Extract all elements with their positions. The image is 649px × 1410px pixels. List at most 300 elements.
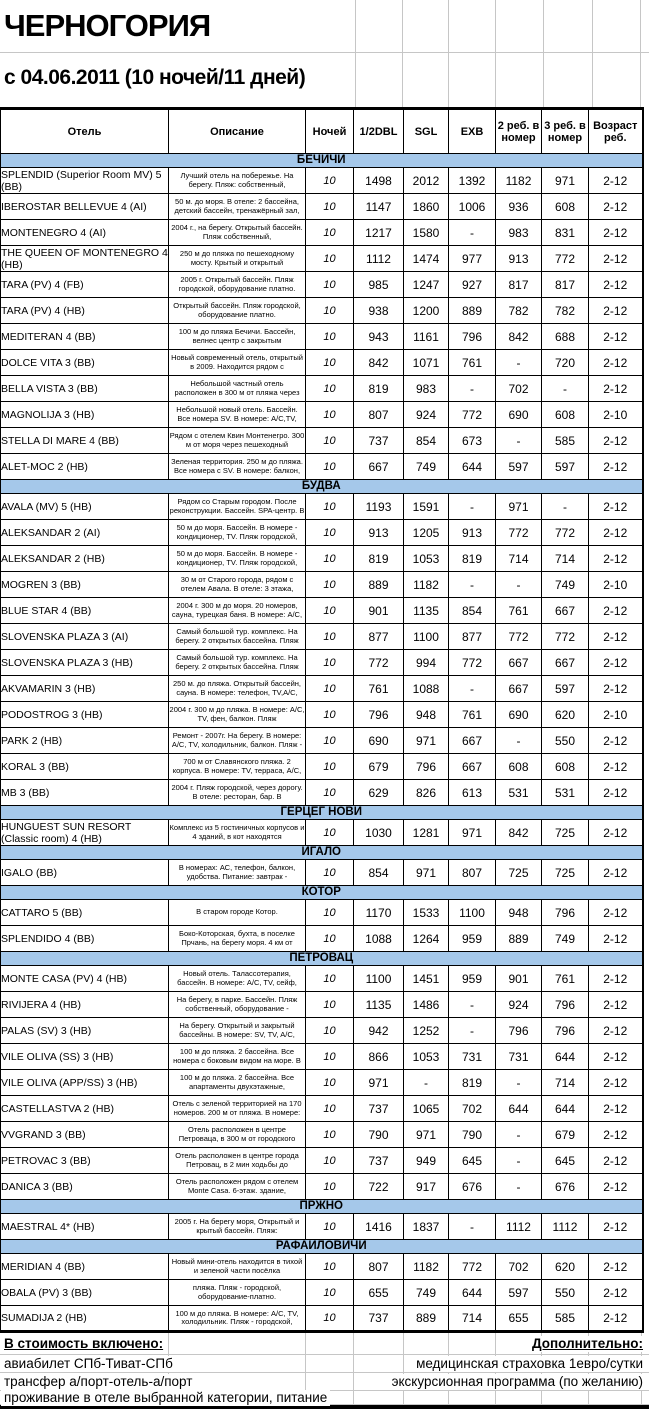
sgl-cell: 948 bbox=[404, 702, 449, 728]
child2-cell: 714 bbox=[496, 546, 542, 572]
hotel-cell: OBALA (PV) 3 (BB) bbox=[1, 1280, 169, 1306]
age-cell: 2-12 bbox=[589, 272, 643, 298]
gridline-vertical bbox=[543, 0, 544, 107]
exb-cell: 667 bbox=[449, 728, 496, 754]
hotel-row bbox=[1, 1214, 643, 1240]
hotel-row bbox=[1, 1254, 643, 1280]
dbl-cell: 690 bbox=[354, 728, 404, 754]
hotel-cell: AVALA (MV) 5 (HB) bbox=[1, 494, 169, 520]
age-cell: 2-12 bbox=[589, 992, 643, 1018]
gridline-vertical bbox=[305, 1355, 306, 1373]
child3-cell: 831 bbox=[542, 220, 589, 246]
price-table bbox=[0, 107, 644, 1333]
exb-cell: - bbox=[449, 992, 496, 1018]
hotel-row bbox=[1, 376, 643, 402]
child3-cell: - bbox=[542, 494, 589, 520]
exb-cell: - bbox=[449, 676, 496, 702]
child2-cell: 725 bbox=[496, 860, 542, 886]
exb-cell: 1006 bbox=[449, 194, 496, 220]
dbl-cell: 942 bbox=[354, 1018, 404, 1044]
age-cell: 2-12 bbox=[589, 324, 643, 350]
age-cell: 2-12 bbox=[589, 546, 643, 572]
nights-cell: 10 bbox=[306, 624, 354, 650]
nights-cell: 10 bbox=[306, 900, 354, 926]
footer-row bbox=[0, 1391, 649, 1405]
age-cell: 2-12 bbox=[589, 1018, 643, 1044]
child2-cell: - bbox=[496, 1174, 542, 1200]
gridline-vertical bbox=[403, 1333, 404, 1355]
hotel-row bbox=[1, 728, 643, 754]
gridline-vertical bbox=[495, 1391, 496, 1405]
nights-cell: 10 bbox=[306, 1280, 354, 1306]
exb-cell: 714 bbox=[449, 1306, 496, 1332]
description-cell: Новый мини-отель находится в тихой и зеленой части посёлка bbox=[169, 1254, 306, 1280]
hotel-cell: MAGNOLIJA 3 (HB) bbox=[1, 402, 169, 428]
age-cell: 2-12 bbox=[589, 376, 643, 402]
description-cell: 2004 г., на берегу. Открытый бассейн. Пляж собственный, bbox=[169, 220, 306, 246]
age-cell: 2-12 bbox=[589, 1306, 643, 1332]
section-header: ПРЖНО bbox=[1, 1200, 643, 1214]
hotel-row bbox=[1, 572, 643, 598]
exb-cell: - bbox=[449, 220, 496, 246]
exb-cell: - bbox=[449, 1214, 496, 1240]
child3-cell: 772 bbox=[542, 246, 589, 272]
footer-row bbox=[0, 1333, 649, 1355]
hotel-row bbox=[1, 624, 643, 650]
exb-cell: 761 bbox=[449, 350, 496, 376]
child3-cell: 608 bbox=[542, 194, 589, 220]
hotel-row bbox=[1, 1096, 643, 1122]
gridline-vertical bbox=[495, 1333, 496, 1355]
exb-cell: 667 bbox=[449, 754, 496, 780]
age-cell: 2-12 bbox=[589, 428, 643, 454]
hotel-row bbox=[1, 454, 643, 480]
description-cell: 2005 г. Открытый бассейн. Пляж городской, оборудование платно. bbox=[169, 272, 306, 298]
hotel-cell: VVGRAND 3 (BB) bbox=[1, 1122, 169, 1148]
exb-cell: 1100 bbox=[449, 900, 496, 926]
description-cell: Боко-Которская, бухта, в поселке Прчань, на берегу моря. 4 км от bbox=[169, 926, 306, 952]
child2-cell: 772 bbox=[496, 520, 542, 546]
child2-cell: - bbox=[496, 350, 542, 376]
sgl-cell: 994 bbox=[404, 650, 449, 676]
exb-cell: 877 bbox=[449, 624, 496, 650]
footer-row bbox=[0, 1355, 649, 1373]
child2-cell: 983 bbox=[496, 220, 542, 246]
description-cell: Отель с зеленой территорией на 170 номеров. 200 м от пляжа. В номере: bbox=[169, 1096, 306, 1122]
sgl-cell: 983 bbox=[404, 376, 449, 402]
exb-cell: 889 bbox=[449, 298, 496, 324]
age-cell: 2-12 bbox=[589, 598, 643, 624]
description-cell: Лучший отель на побережье. На берегу. Пляж: собственный, bbox=[169, 168, 306, 194]
age-cell: 2-12 bbox=[589, 1214, 643, 1240]
sgl-cell: 1135 bbox=[404, 598, 449, 624]
child2-cell: 690 bbox=[496, 702, 542, 728]
hotel-cell: TARA (PV) 4 (HB) bbox=[1, 298, 169, 324]
gridline-vertical bbox=[353, 1355, 354, 1373]
hotel-cell: MOGREN 3 (BB) bbox=[1, 572, 169, 598]
child3-cell: 1112 bbox=[542, 1214, 589, 1240]
child2-cell: - bbox=[496, 1070, 542, 1096]
hotel-cell: CATTARO 5 (BB) bbox=[1, 900, 169, 926]
hotel-cell: PODOSTROG 3 (HB) bbox=[1, 702, 169, 728]
hotel-row bbox=[1, 754, 643, 780]
hotel-cell: MONTENEGRO 4 (AI) bbox=[1, 220, 169, 246]
footer bbox=[0, 1333, 649, 1409]
description-cell: 250 м. до пляжа. Открытый бассейн, сауна. В номере: телефон, TV,A/C, bbox=[169, 676, 306, 702]
description-cell: Рядом со Старым городом. После реконструкции. Бассейн. SPA-центр. В bbox=[169, 494, 306, 520]
child2-cell: - bbox=[496, 428, 542, 454]
nights-cell: 10 bbox=[306, 1174, 354, 1200]
dbl-cell: 1498 bbox=[354, 168, 404, 194]
nights-cell: 10 bbox=[306, 676, 354, 702]
child2-cell: 702 bbox=[496, 376, 542, 402]
hotel-cell: ALEKSANDAR 2 (AI) bbox=[1, 520, 169, 546]
age-cell: 2-12 bbox=[589, 728, 643, 754]
sgl-cell: 971 bbox=[404, 728, 449, 754]
sgl-cell: 1053 bbox=[404, 546, 449, 572]
hotel-cell: PETROVAC 3 (BB) bbox=[1, 1148, 169, 1174]
exb-cell: - bbox=[449, 1018, 496, 1044]
gridline-vertical bbox=[448, 0, 449, 107]
hotel-row bbox=[1, 246, 643, 272]
age-cell: 2-12 bbox=[589, 1280, 643, 1306]
exb-cell: 702 bbox=[449, 1096, 496, 1122]
nights-cell: 10 bbox=[306, 1018, 354, 1044]
exb-cell: 761 bbox=[449, 702, 496, 728]
col-header-dbl: 1/2DBL bbox=[354, 109, 404, 154]
child3-cell: 585 bbox=[542, 1306, 589, 1332]
dbl-cell: 1100 bbox=[354, 966, 404, 992]
hotel-cell: VILE OLIVA (APP/SS) 3 (HB) bbox=[1, 1070, 169, 1096]
sgl-cell: 1533 bbox=[404, 900, 449, 926]
exb-cell: - bbox=[449, 494, 496, 520]
child3-cell: 597 bbox=[542, 454, 589, 480]
age-cell: 2-12 bbox=[589, 676, 643, 702]
description-cell: 2004 г. 300 м до пляжа. В номере: A/C, TV, фен, балкон. Пляж bbox=[169, 702, 306, 728]
hotel-cell: CASTELLASTVA 2 (HB) bbox=[1, 1096, 169, 1122]
exb-cell: 819 bbox=[449, 546, 496, 572]
description-cell: Новый отель. Талассотерапия, бассейн. В номере: A/C, TV, сейф, bbox=[169, 966, 306, 992]
child2-cell: 597 bbox=[496, 454, 542, 480]
exb-cell: 807 bbox=[449, 860, 496, 886]
hotel-cell: ALET-MOC 2 (HB) bbox=[1, 454, 169, 480]
dbl-cell: 737 bbox=[354, 428, 404, 454]
age-cell: 2-12 bbox=[589, 494, 643, 520]
sgl-cell: 889 bbox=[404, 1306, 449, 1332]
child2-cell: 667 bbox=[496, 676, 542, 702]
dbl-cell: 679 bbox=[354, 754, 404, 780]
gridline-vertical bbox=[355, 0, 356, 107]
sgl-cell: 826 bbox=[404, 780, 449, 806]
title-area bbox=[0, 0, 649, 107]
age-cell: 2-12 bbox=[589, 298, 643, 324]
col-header-child2: 2 реб. в номер bbox=[496, 109, 542, 154]
description-cell: Рядом с отелем Квин Монтенегро. 300 м от моря через пешеходный bbox=[169, 428, 306, 454]
hotel-cell: DANICA 3 (BB) bbox=[1, 1174, 169, 1200]
age-cell: 2-12 bbox=[589, 624, 643, 650]
child2-cell: - bbox=[496, 1148, 542, 1174]
child3-cell: 645 bbox=[542, 1148, 589, 1174]
included-item: авиабилет СПб-Тиват-СПб bbox=[1, 1356, 176, 1372]
exb-cell: 673 bbox=[449, 428, 496, 454]
child2-cell: 690 bbox=[496, 402, 542, 428]
description-cell: Открытый бассейн. Пляж городской, оборудование платно. bbox=[169, 298, 306, 324]
description-cell: Зеленая территория. 250 м до пляжа. Все номера с SV. В номере: балкон, bbox=[169, 454, 306, 480]
nights-cell: 10 bbox=[306, 780, 354, 806]
nights-cell: 10 bbox=[306, 728, 354, 754]
exb-cell: 645 bbox=[449, 1148, 496, 1174]
age-cell: 2-12 bbox=[589, 168, 643, 194]
hotel-cell: IGALO (BB) bbox=[1, 860, 169, 886]
dbl-cell: 1088 bbox=[354, 926, 404, 952]
sgl-cell: 1264 bbox=[404, 926, 449, 952]
nights-cell: 10 bbox=[306, 1070, 354, 1096]
col-header-nights: Ночей bbox=[306, 109, 354, 154]
sgl-cell: 796 bbox=[404, 754, 449, 780]
description-cell: На берегу. Открытый и закрытый бассейны. В номере: SV, TV, A/C, bbox=[169, 1018, 306, 1044]
hotel-cell: HUNGUEST SUN RESORT (Classic room) 4 (HB) bbox=[1, 820, 169, 846]
nights-cell: 10 bbox=[306, 1306, 354, 1332]
nights-cell: 10 bbox=[306, 376, 354, 402]
dbl-cell: 737 bbox=[354, 1148, 404, 1174]
sgl-cell: 971 bbox=[404, 860, 449, 886]
exb-cell: 913 bbox=[449, 520, 496, 546]
gridline-vertical bbox=[305, 1333, 306, 1355]
dbl-cell: 889 bbox=[354, 572, 404, 598]
description-cell: В номерах: АС, телефон, балкон, удобства. Питание: завтрак - bbox=[169, 860, 306, 886]
sgl-cell: 1281 bbox=[404, 820, 449, 846]
description-cell: Небольшой новый отель. Бассейн. Все номера SV. В номере: A/C,TV, bbox=[169, 402, 306, 428]
dbl-cell: 796 bbox=[354, 702, 404, 728]
child2-cell: - bbox=[496, 572, 542, 598]
dbl-cell: 1217 bbox=[354, 220, 404, 246]
description-cell: Новый современный отель, открытый в 2009. Находится рядом с bbox=[169, 350, 306, 376]
hotel-cell: BLUE STAR 4 (BB) bbox=[1, 598, 169, 624]
gridline-vertical bbox=[448, 1391, 449, 1405]
section-header: РАФАИЛОВИЧИ bbox=[1, 1240, 643, 1254]
child3-cell: 667 bbox=[542, 598, 589, 624]
gridline-vertical bbox=[168, 1333, 169, 1355]
child3-cell: 679 bbox=[542, 1122, 589, 1148]
dbl-cell: 629 bbox=[354, 780, 404, 806]
included-item: проживание в отеле выбранной категории, питание bbox=[1, 1390, 330, 1406]
hotel-row bbox=[1, 860, 643, 886]
nights-cell: 10 bbox=[306, 546, 354, 572]
dbl-cell: 913 bbox=[354, 520, 404, 546]
hotel-row bbox=[1, 598, 643, 624]
child3-cell: 620 bbox=[542, 702, 589, 728]
age-cell: 2-12 bbox=[589, 1148, 643, 1174]
exb-cell: 819 bbox=[449, 1070, 496, 1096]
description-cell: 700 м от Славянского пляжа. 2 корпуса. В номере: TV, терраса, A/C, bbox=[169, 754, 306, 780]
gridline-vertical bbox=[592, 0, 593, 107]
gridline-vertical bbox=[403, 1391, 404, 1405]
section-header: ГЕРЦЕГ НОВИ bbox=[1, 806, 643, 820]
col-header-exb: EXB bbox=[449, 109, 496, 154]
child2-cell: 842 bbox=[496, 820, 542, 846]
child2-cell: 889 bbox=[496, 926, 542, 952]
hotel-cell: SLOVENSKA PLAZA 3 (HB) bbox=[1, 650, 169, 676]
sgl-cell: 1065 bbox=[404, 1096, 449, 1122]
child2-cell: 731 bbox=[496, 1044, 542, 1070]
sgl-cell: 749 bbox=[404, 454, 449, 480]
child3-cell: 644 bbox=[542, 1044, 589, 1070]
age-cell: 2-10 bbox=[589, 572, 643, 598]
sgl-cell: 1486 bbox=[404, 992, 449, 1018]
nights-cell: 10 bbox=[306, 1044, 354, 1070]
age-cell: 2-12 bbox=[589, 246, 643, 272]
exb-cell: - bbox=[449, 572, 496, 598]
child3-cell: 597 bbox=[542, 676, 589, 702]
hotel-row bbox=[1, 546, 643, 572]
exb-cell: 796 bbox=[449, 324, 496, 350]
section-header: ПЕТРОВАЦ bbox=[1, 952, 643, 966]
sgl-cell: 1088 bbox=[404, 676, 449, 702]
age-cell: 2-12 bbox=[589, 754, 643, 780]
dbl-cell: 943 bbox=[354, 324, 404, 350]
hotel-cell: PARK 2 (HB) bbox=[1, 728, 169, 754]
sgl-cell: 1182 bbox=[404, 1254, 449, 1280]
description-cell: 2005 г. На берегу моря, Открытый и крытый бассейн. Пляж: bbox=[169, 1214, 306, 1240]
age-cell: 2-12 bbox=[589, 1044, 643, 1070]
age-cell: 2-12 bbox=[589, 1122, 643, 1148]
child2-cell: 842 bbox=[496, 324, 542, 350]
gridline-vertical bbox=[402, 0, 403, 107]
dbl-cell: 790 bbox=[354, 1122, 404, 1148]
dbl-cell: 985 bbox=[354, 272, 404, 298]
child3-cell: 644 bbox=[542, 1096, 589, 1122]
description-cell: Самый большой тур. комплекс. На берегу. 2 открытых бассейна. Пляж bbox=[169, 650, 306, 676]
sgl-cell: 1161 bbox=[404, 324, 449, 350]
section-header: ИГАЛО bbox=[1, 846, 643, 860]
hotel-row bbox=[1, 402, 643, 428]
exb-cell: 772 bbox=[449, 650, 496, 676]
hotel-cell: THE QUEEN OF MONTENEGRO 4 (HB) bbox=[1, 246, 168, 271]
exb-cell: 676 bbox=[449, 1174, 496, 1200]
exb-cell: 772 bbox=[449, 402, 496, 428]
child3-cell: 531 bbox=[542, 780, 589, 806]
dbl-cell: 1416 bbox=[354, 1214, 404, 1240]
hotel-row bbox=[1, 966, 643, 992]
description-cell: В старом городе Котор. bbox=[169, 900, 306, 926]
description-cell: Отель расположен рядом с отелем Monte Casa. 6-этаж. здание, bbox=[169, 1174, 306, 1200]
hotel-cell: IBEROSTAR BELLEVUE 4 (AI) bbox=[1, 194, 169, 220]
section-header: БЕЧИЧИ bbox=[1, 154, 643, 168]
description-cell: Комплекс из 5 гостиничных корпусов и 4 зданий, в кот находятся bbox=[169, 820, 306, 846]
hotel-row bbox=[1, 194, 643, 220]
dbl-cell: 1135 bbox=[354, 992, 404, 1018]
description-cell: 50 м до моря. Бассейн. В номере - кондиционер, TV. Пляж городской, bbox=[169, 520, 306, 546]
child3-cell: 667 bbox=[542, 650, 589, 676]
hotel-cell: SLOVENSKA PLAZA 3 (AI) bbox=[1, 624, 169, 650]
description-cell: 100 м до пляжа. В номере: A/C, TV, холодильник. Пляж - городской, bbox=[169, 1306, 306, 1332]
age-cell: 2-10 bbox=[589, 702, 643, 728]
sgl-cell: 1071 bbox=[404, 350, 449, 376]
sgl-cell: 1247 bbox=[404, 272, 449, 298]
gridline-horizontal bbox=[0, 52, 649, 53]
exb-cell: 613 bbox=[449, 780, 496, 806]
hotel-row bbox=[1, 1174, 643, 1200]
sgl-cell: 1100 bbox=[404, 624, 449, 650]
nights-cell: 10 bbox=[306, 966, 354, 992]
description-cell: Самый большой тур. комплекс. На берегу. 2 открытых бассейна. Пляж bbox=[169, 624, 306, 650]
child3-cell: 749 bbox=[542, 572, 589, 598]
age-cell: 2-12 bbox=[589, 650, 643, 676]
age-cell: 2-12 bbox=[589, 194, 643, 220]
hotel-cell: TARA (PV) 4 (FB) bbox=[1, 272, 169, 298]
age-cell: 2-12 bbox=[589, 900, 643, 926]
sgl-cell: 1053 bbox=[404, 1044, 449, 1070]
child2-cell: - bbox=[496, 728, 542, 754]
gridline-vertical bbox=[353, 1391, 354, 1405]
child3-cell: 796 bbox=[542, 1018, 589, 1044]
hotel-cell: MEDITERAN 4 (BB) bbox=[1, 324, 169, 350]
child3-cell: - bbox=[542, 376, 589, 402]
hotel-row bbox=[1, 1018, 643, 1044]
dbl-cell: 901 bbox=[354, 598, 404, 624]
nights-cell: 10 bbox=[306, 572, 354, 598]
age-cell: 2-12 bbox=[589, 820, 643, 846]
additional-header: Дополнительно: bbox=[529, 1336, 646, 1352]
dbl-cell: 819 bbox=[354, 376, 404, 402]
child3-cell: 796 bbox=[542, 992, 589, 1018]
nights-cell: 10 bbox=[306, 702, 354, 728]
nights-cell: 10 bbox=[306, 992, 354, 1018]
hotel-row bbox=[1, 702, 643, 728]
child2-cell: 761 bbox=[496, 598, 542, 624]
age-cell: 2-12 bbox=[589, 1174, 643, 1200]
exb-cell: - bbox=[449, 376, 496, 402]
nights-cell: 10 bbox=[306, 754, 354, 780]
child2-cell: 667 bbox=[496, 650, 542, 676]
exb-cell: 644 bbox=[449, 454, 496, 480]
exb-cell: 959 bbox=[449, 926, 496, 952]
exb-cell: 731 bbox=[449, 1044, 496, 1070]
child3-cell: 550 bbox=[542, 1280, 589, 1306]
child2-cell: 971 bbox=[496, 494, 542, 520]
sgl-cell: 1451 bbox=[404, 966, 449, 992]
description-cell: 50 м до моря. Бассейн. В номере - кондиционер, TV. Пляж городской, bbox=[169, 546, 306, 572]
child3-cell: 761 bbox=[542, 966, 589, 992]
age-cell: 2-12 bbox=[589, 966, 643, 992]
description-cell: 2004 г. 300 м до моря. 20 номеров, сауна, турецкая баня. В номере: A/C, bbox=[169, 598, 306, 624]
sgl-cell: 1591 bbox=[404, 494, 449, 520]
hotel-cell: BELLA VISTA 3 (BB) bbox=[1, 376, 169, 402]
gridline-vertical bbox=[305, 1373, 306, 1391]
age-cell: 2-12 bbox=[589, 520, 643, 546]
additional-item: медицинская страховка 1евро/сутки bbox=[413, 1356, 646, 1372]
child3-cell: 550 bbox=[542, 728, 589, 754]
child3-cell: 725 bbox=[542, 820, 589, 846]
nights-cell: 10 bbox=[306, 168, 354, 194]
child2-cell: 1182 bbox=[496, 168, 542, 194]
child3-cell: 714 bbox=[542, 1070, 589, 1096]
nights-cell: 10 bbox=[306, 1096, 354, 1122]
hotel-row bbox=[1, 1280, 643, 1306]
dbl-cell: 807 bbox=[354, 402, 404, 428]
hotel-cell: KORAL 3 (BB) bbox=[1, 754, 169, 780]
exb-cell: 977 bbox=[449, 246, 496, 272]
child2-cell: 702 bbox=[496, 1254, 542, 1280]
age-cell: 2-12 bbox=[589, 350, 643, 376]
gridline-vertical bbox=[353, 1333, 354, 1355]
child2-cell: 913 bbox=[496, 246, 542, 272]
description-cell: Отель расположен в центре города Петровац, в 2 мин ходьбы до bbox=[169, 1148, 306, 1174]
hotel-cell: ALEKSANDAR 2 (HB) bbox=[1, 546, 169, 572]
child3-cell: 608 bbox=[542, 754, 589, 780]
included-header: В стоимость включено: bbox=[1, 1336, 166, 1352]
col-header-child3: 3 реб. в номер bbox=[542, 109, 589, 154]
